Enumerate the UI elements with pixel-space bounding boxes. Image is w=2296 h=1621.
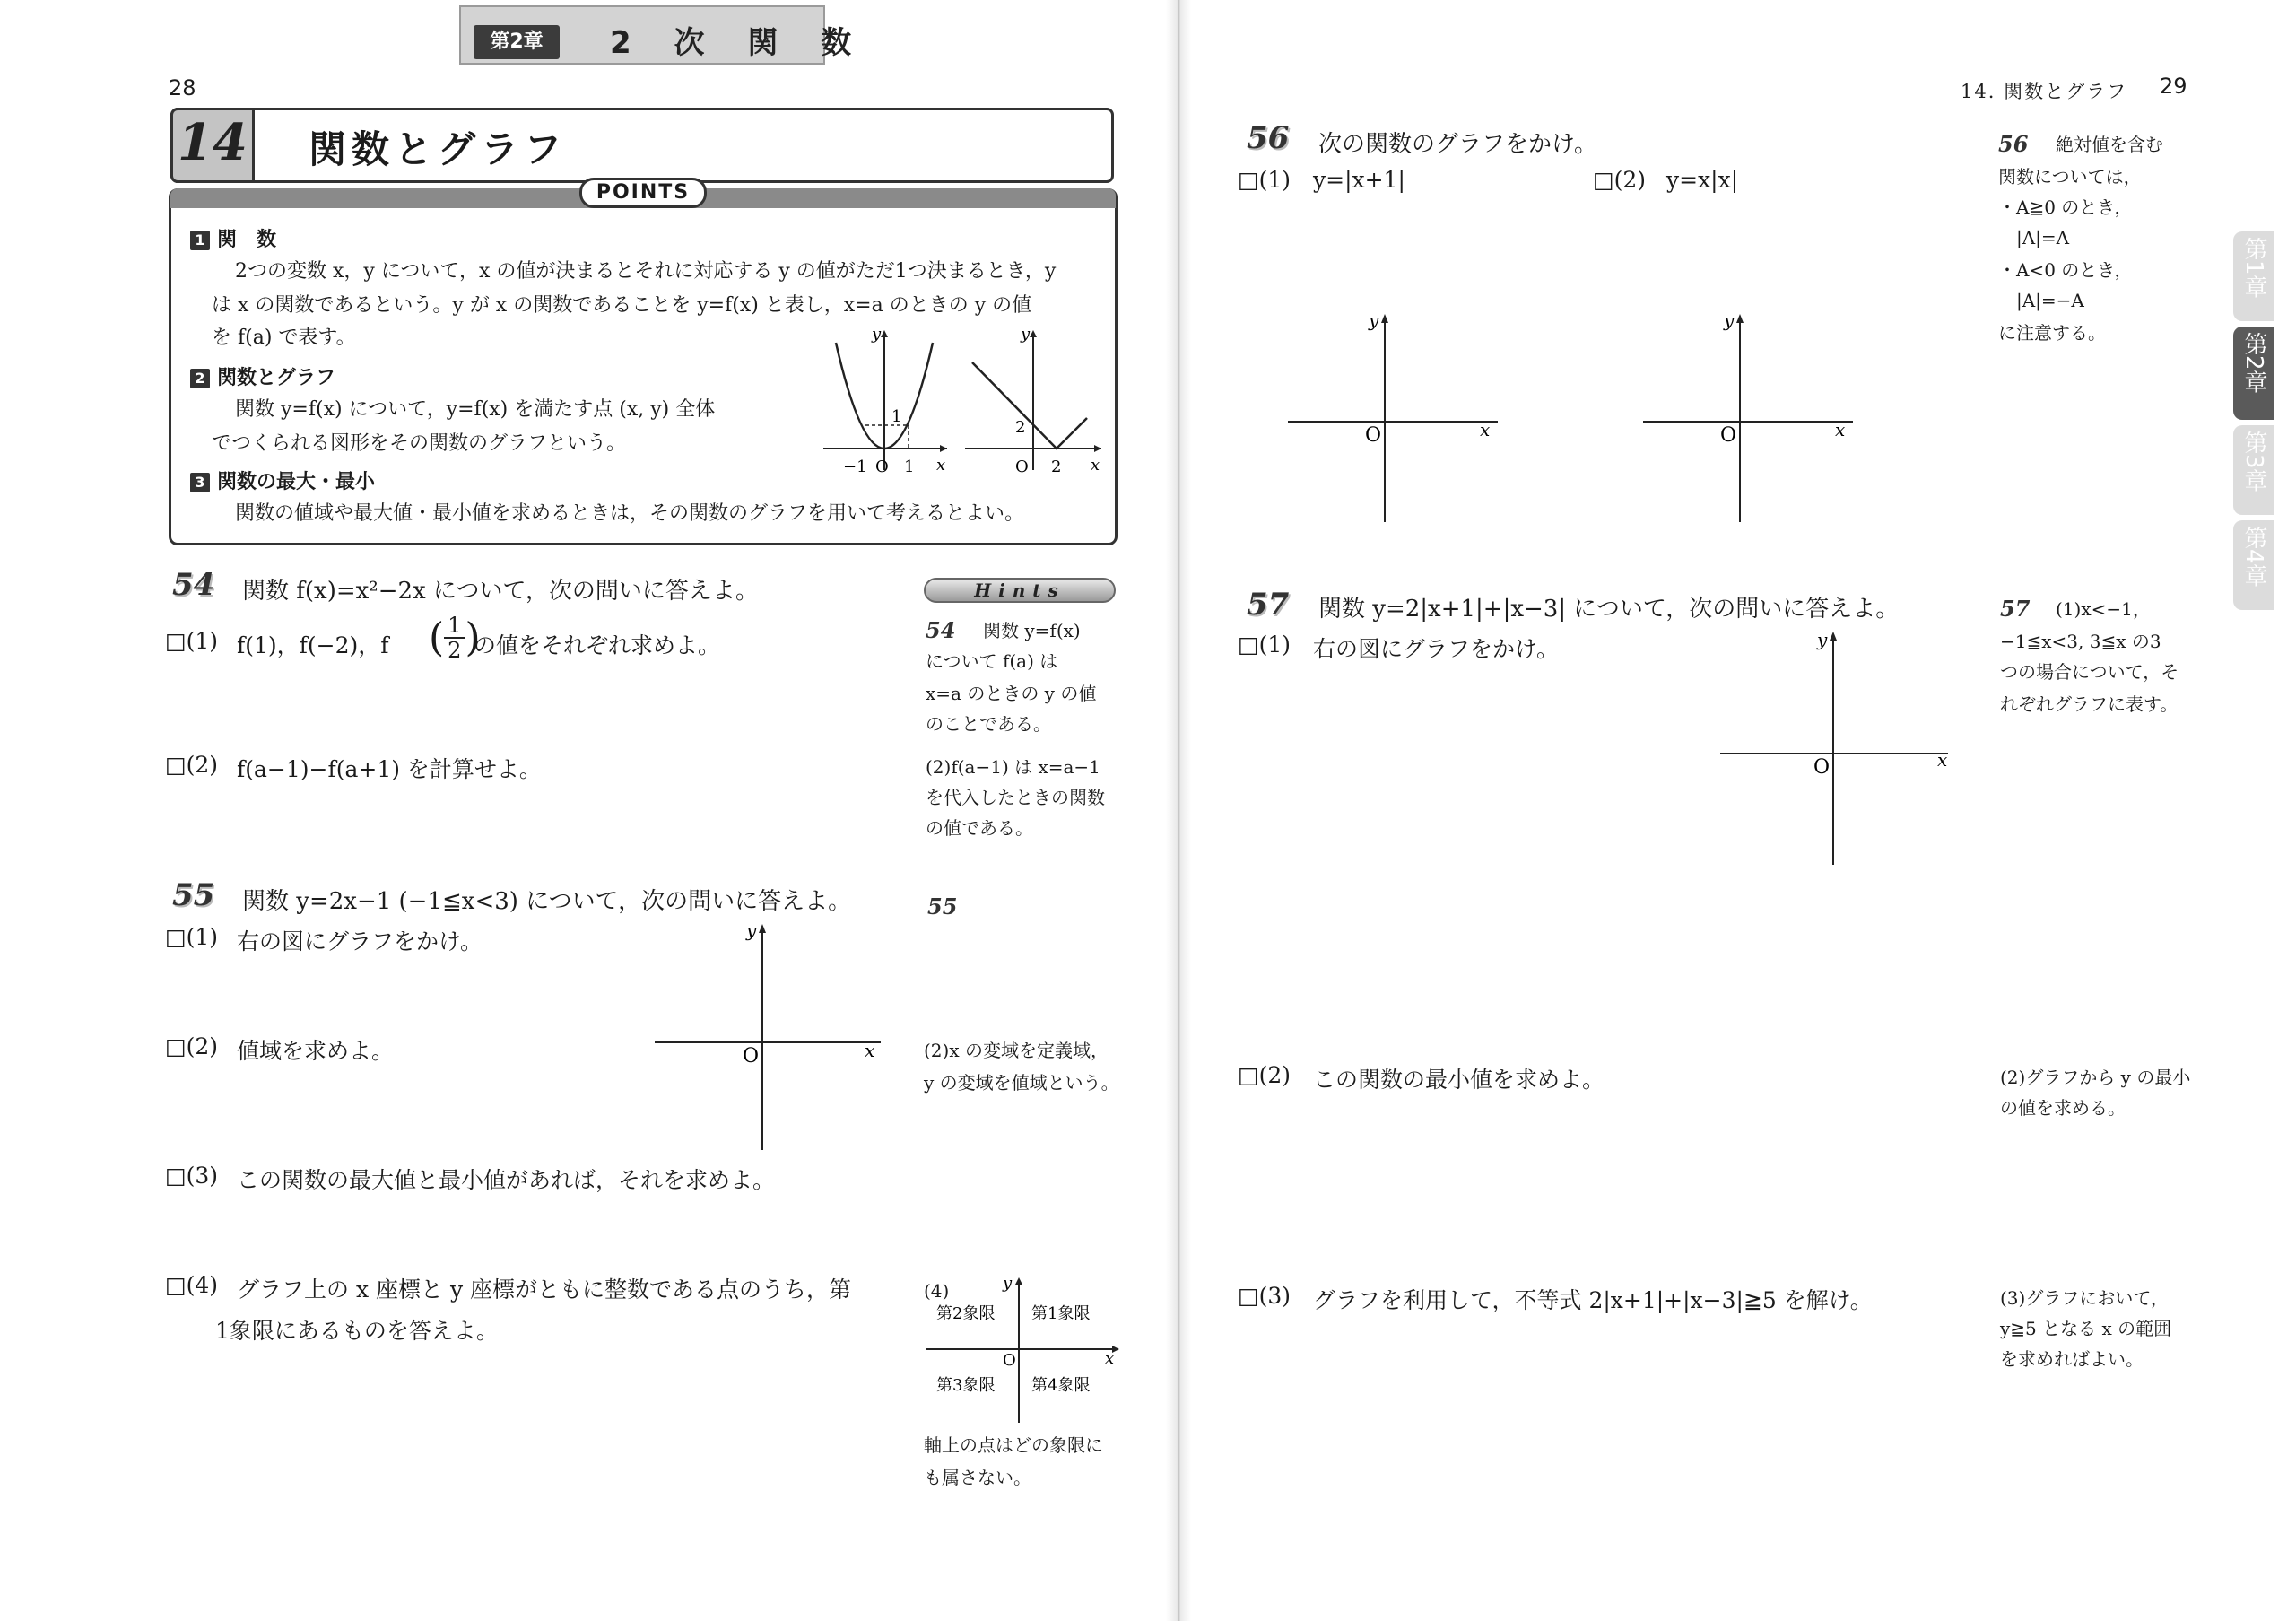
section-title: 関数とグラフ	[309, 127, 568, 171]
parabola-graph	[816, 325, 951, 477]
point3-number: 3	[190, 473, 210, 492]
axes56a-y: y	[1369, 310, 1379, 331]
p57-q3-checkbox[interactable]: □(3)	[1238, 1283, 1292, 1309]
hint-55-4-label: (4)	[924, 1280, 950, 1302]
quad-x: x	[1105, 1349, 1115, 1368]
hint-54-number: 54	[926, 617, 956, 643]
quad-4: 第4象限	[1031, 1376, 1091, 1395]
g2-x-label: x	[1091, 456, 1100, 475]
quad-y: y	[1003, 1274, 1013, 1293]
hint-55-number: 55	[927, 893, 958, 919]
hints-header: Hints	[924, 578, 1116, 603]
problem-54-statement: 関数 f(x)=x²−2x について，次の問いに答えよ。	[242, 578, 759, 605]
p55-q2-checkbox[interactable]: □(2)	[165, 1033, 219, 1059]
g2-two-x: 2	[1051, 458, 1062, 476]
side-57-q3-line3: を求めればよい。	[2000, 1348, 2144, 1370]
p54-q1-text-pre: f(1)，f(−2)，f	[237, 632, 389, 658]
side-56-number: 56	[1998, 131, 2029, 157]
axes56a-origin: O	[1365, 424, 1382, 447]
tab-chapter-1-label: 第1章	[2240, 237, 2267, 299]
p54-q1-checkbox[interactable]: □(1)	[165, 628, 219, 654]
side-57-line1: (1)x<−1，	[2056, 598, 2151, 620]
point3-line1: 関数の値域や最大値・最小値を求めるときは，その関数のグラフを用いて考えるとよい。	[235, 502, 1025, 525]
hint-54b-line2: を代入したときの関数	[926, 787, 1105, 808]
hint-55-4-line2: も属さない。	[924, 1467, 1031, 1488]
problem-54-number: 54	[172, 567, 215, 603]
point2-heading-row	[190, 362, 335, 390]
problem-56-number: 56	[1247, 120, 1290, 156]
hint-54-line1: 関数 y=f(x)	[983, 620, 1081, 641]
point3-heading: 関数の最大・最小	[217, 471, 376, 493]
hint-54-line2: について f(a) は	[926, 650, 1058, 672]
point1-line2: は x の関数であるという。y が x の関数であることを y=f(x) と表し，x=a のときの y の値	[212, 294, 1032, 317]
point1-heading: 関 数	[217, 229, 277, 251]
side-56-line2: 関数については，	[1998, 166, 2142, 187]
g1-y-label: y	[872, 325, 882, 344]
book-gutter	[1166, 0, 1191, 1621]
p54-q2-text: f(a−1)−f(a+1) を計算せよ。	[237, 756, 542, 782]
g1-minus-one: −1	[843, 458, 867, 476]
side-56-line4: |A|=A	[2016, 227, 2070, 248]
quadrant-diagram	[922, 1274, 1128, 1426]
axes-56-2	[1639, 310, 1864, 526]
point1-heading-row	[190, 224, 276, 252]
p55-q1-checkbox[interactable]: □(1)	[165, 924, 219, 950]
axes55-x: x	[865, 1040, 875, 1061]
axes55-origin: O	[743, 1045, 760, 1068]
quad-2: 第2象限	[936, 1304, 996, 1323]
side-57-q2-line2: の値を求める。	[2000, 1097, 2126, 1119]
p57-q1-text: 右の図にグラフをかけ。	[1313, 636, 1560, 662]
section-number: 14	[178, 113, 248, 172]
point2-number: 2	[190, 369, 210, 388]
hint-55-4-line1: 軸上の点はどの象限に	[924, 1434, 1103, 1456]
p57-q3-text: グラフを利用して，不等式 2|x+1|+|x−3|≧5 を解け。	[1313, 1287, 1873, 1313]
points-label: POINTS	[579, 178, 707, 208]
point1-line1: 2つの変数 x，y について，x の値が決まるとそれに対応する y の値がただ1つ決まるとき，y	[235, 260, 1057, 283]
p54-q1-denominator: 2	[448, 638, 462, 663]
p56-q2-checkbox[interactable]: □(2)	[1593, 167, 1647, 193]
tab-chapter-2[interactable]	[2233, 327, 2274, 420]
axes-55	[646, 920, 888, 1154]
p55-q4-line1: グラフ上の x 座標と y 座標がともに整数である点のうち，第	[237, 1277, 852, 1303]
side-57-q2-line1: (2)グラフから y の最小	[2000, 1067, 2191, 1088]
p55-q4-line2: 1象限にあるものを答えよ。	[215, 1318, 499, 1344]
p56-q1-text: y=|x+1|	[1313, 167, 1405, 193]
tab-chapter-1[interactable]	[2233, 231, 2274, 321]
p54-q1-numerator: 1	[444, 614, 465, 639]
point1-number: 1	[190, 231, 210, 250]
point2-heading: 関数とグラフ	[217, 367, 336, 389]
point2-line1: 関数 y=f(x) について，y=f(x) を満たす点 (x, y) 全体	[235, 398, 716, 421]
side-57-line4: れぞれグラフに表す。	[2000, 693, 2179, 715]
problem-55-number: 55	[172, 877, 215, 913]
axes55-y: y	[746, 920, 757, 941]
running-header: 14. 関数とグラフ	[1961, 81, 2128, 102]
axes57-y: y	[1817, 629, 1828, 650]
hint-54b-line1: (2)f(a−1) は x=a−1	[926, 756, 1100, 778]
g1-x-label: x	[936, 456, 946, 475]
g1-one-x: 1	[904, 458, 915, 476]
axes56a-x: x	[1480, 419, 1491, 440]
g2-y-label: y	[1021, 325, 1031, 344]
problem-57-statement: 関数 y=2|x+1|+|x−3| について，次の問いに答えよ。	[1318, 596, 1900, 623]
chapter-label: 第2章	[474, 25, 560, 59]
axes57-x: x	[1937, 749, 1948, 771]
quad-1: 第1象限	[1031, 1304, 1091, 1323]
point2-line2: でつくられる図形をその関数のグラフという。	[212, 432, 627, 455]
quad-origin: O	[1003, 1351, 1016, 1370]
p57-q2-checkbox[interactable]: □(2)	[1238, 1062, 1292, 1088]
g1-one-y: 1	[891, 407, 902, 426]
axes-57	[1717, 626, 1959, 868]
side-56-line7: に注意する。	[1998, 322, 2106, 344]
p55-q3-checkbox[interactable]: □(3)	[165, 1163, 219, 1189]
p57-q2-text: この関数の最小値を求めよ。	[1313, 1067, 1605, 1093]
hint-54-line4: のことである。	[926, 713, 1051, 735]
p55-q1-text: 右の図にグラフをかけ。	[237, 928, 483, 954]
axes57-origin: O	[1813, 756, 1831, 779]
p57-q1-checkbox[interactable]: □(1)	[1238, 632, 1292, 658]
p54-q2-checkbox[interactable]: □(2)	[165, 752, 219, 778]
p55-q2-text: 値域を求めよ。	[237, 1038, 395, 1064]
side-57-q3-line2: y≧5 となる x の範囲	[2000, 1318, 2172, 1339]
axes56b-y: y	[1724, 310, 1735, 331]
side-57-line3: つの場合について，そ	[2000, 661, 2179, 683]
tab-chapter-2-label: 第2章	[2240, 332, 2267, 394]
quad-3: 第3象限	[936, 1376, 996, 1395]
tab-chapter-4[interactable]	[2233, 520, 2274, 610]
p54-q1-text-post: の値をそれぞれ求めよ。	[474, 632, 721, 658]
side-57-q3-line1: (3)グラフにおいて，	[2000, 1287, 2169, 1309]
page-number-left: 28	[169, 75, 196, 100]
hint-55-line1: (2)x の変域を定義域，	[924, 1040, 1109, 1061]
axes-56-1	[1284, 310, 1509, 526]
p55-q4-checkbox[interactable]: □(4)	[165, 1272, 219, 1298]
problem-56-statement: 次の関数のグラフをかけ。	[1318, 131, 1597, 158]
side-56-line1: 絶対値を含む	[2056, 134, 2163, 155]
side-57-number: 57	[2000, 596, 2031, 622]
p56-q2-text: y=x|x|	[1666, 167, 1739, 193]
g2-two-y: 2	[1015, 418, 1026, 437]
axes56b-x: x	[1835, 419, 1846, 440]
p54-q1-fraction: ( $\frac{1}{2}$ )	[429, 613, 481, 663]
tab-chapter-3[interactable]	[2233, 425, 2274, 515]
p55-q3-text: この関数の最大値と最小値があれば，それを求めよ。	[237, 1167, 776, 1193]
hint-55-line2: y の変域を値域という。	[924, 1072, 1119, 1094]
side-56-line5: ・A<0 のとき，	[1998, 259, 2133, 281]
page-number-right: 29	[2160, 74, 2187, 99]
g2-origin: O	[1015, 458, 1029, 476]
axes56b-origin: O	[1720, 424, 1737, 447]
abs-value-graph	[961, 325, 1105, 477]
tab-chapter-4-label: 第4章	[2240, 526, 2267, 588]
hint-54-line3: x=a のときの y の値	[926, 683, 1097, 704]
side-56-line3: ・A≧0 のとき，	[1998, 196, 2133, 218]
hint-54b-line3: の値である。	[926, 817, 1033, 839]
point1-line3: を f(a) で表す。	[212, 327, 356, 349]
problem-57-number: 57	[1247, 587, 1290, 623]
point3-heading-row	[190, 466, 375, 494]
tab-chapter-3-label: 第3章	[2240, 431, 2267, 492]
problem-55-statement: 関数 y=2x−1 (−1≦x<3) について，次の問いに答えよ。	[242, 888, 852, 915]
g1-origin: O	[875, 458, 889, 476]
p56-q1-checkbox[interactable]: □(1)	[1238, 167, 1292, 193]
chapter-title: 2 次 関 数	[610, 25, 868, 61]
side-56-line6: |A|=−A	[2016, 290, 2084, 311]
side-57-line2: −1≦x<3, 3≦x の3	[2000, 631, 2161, 652]
